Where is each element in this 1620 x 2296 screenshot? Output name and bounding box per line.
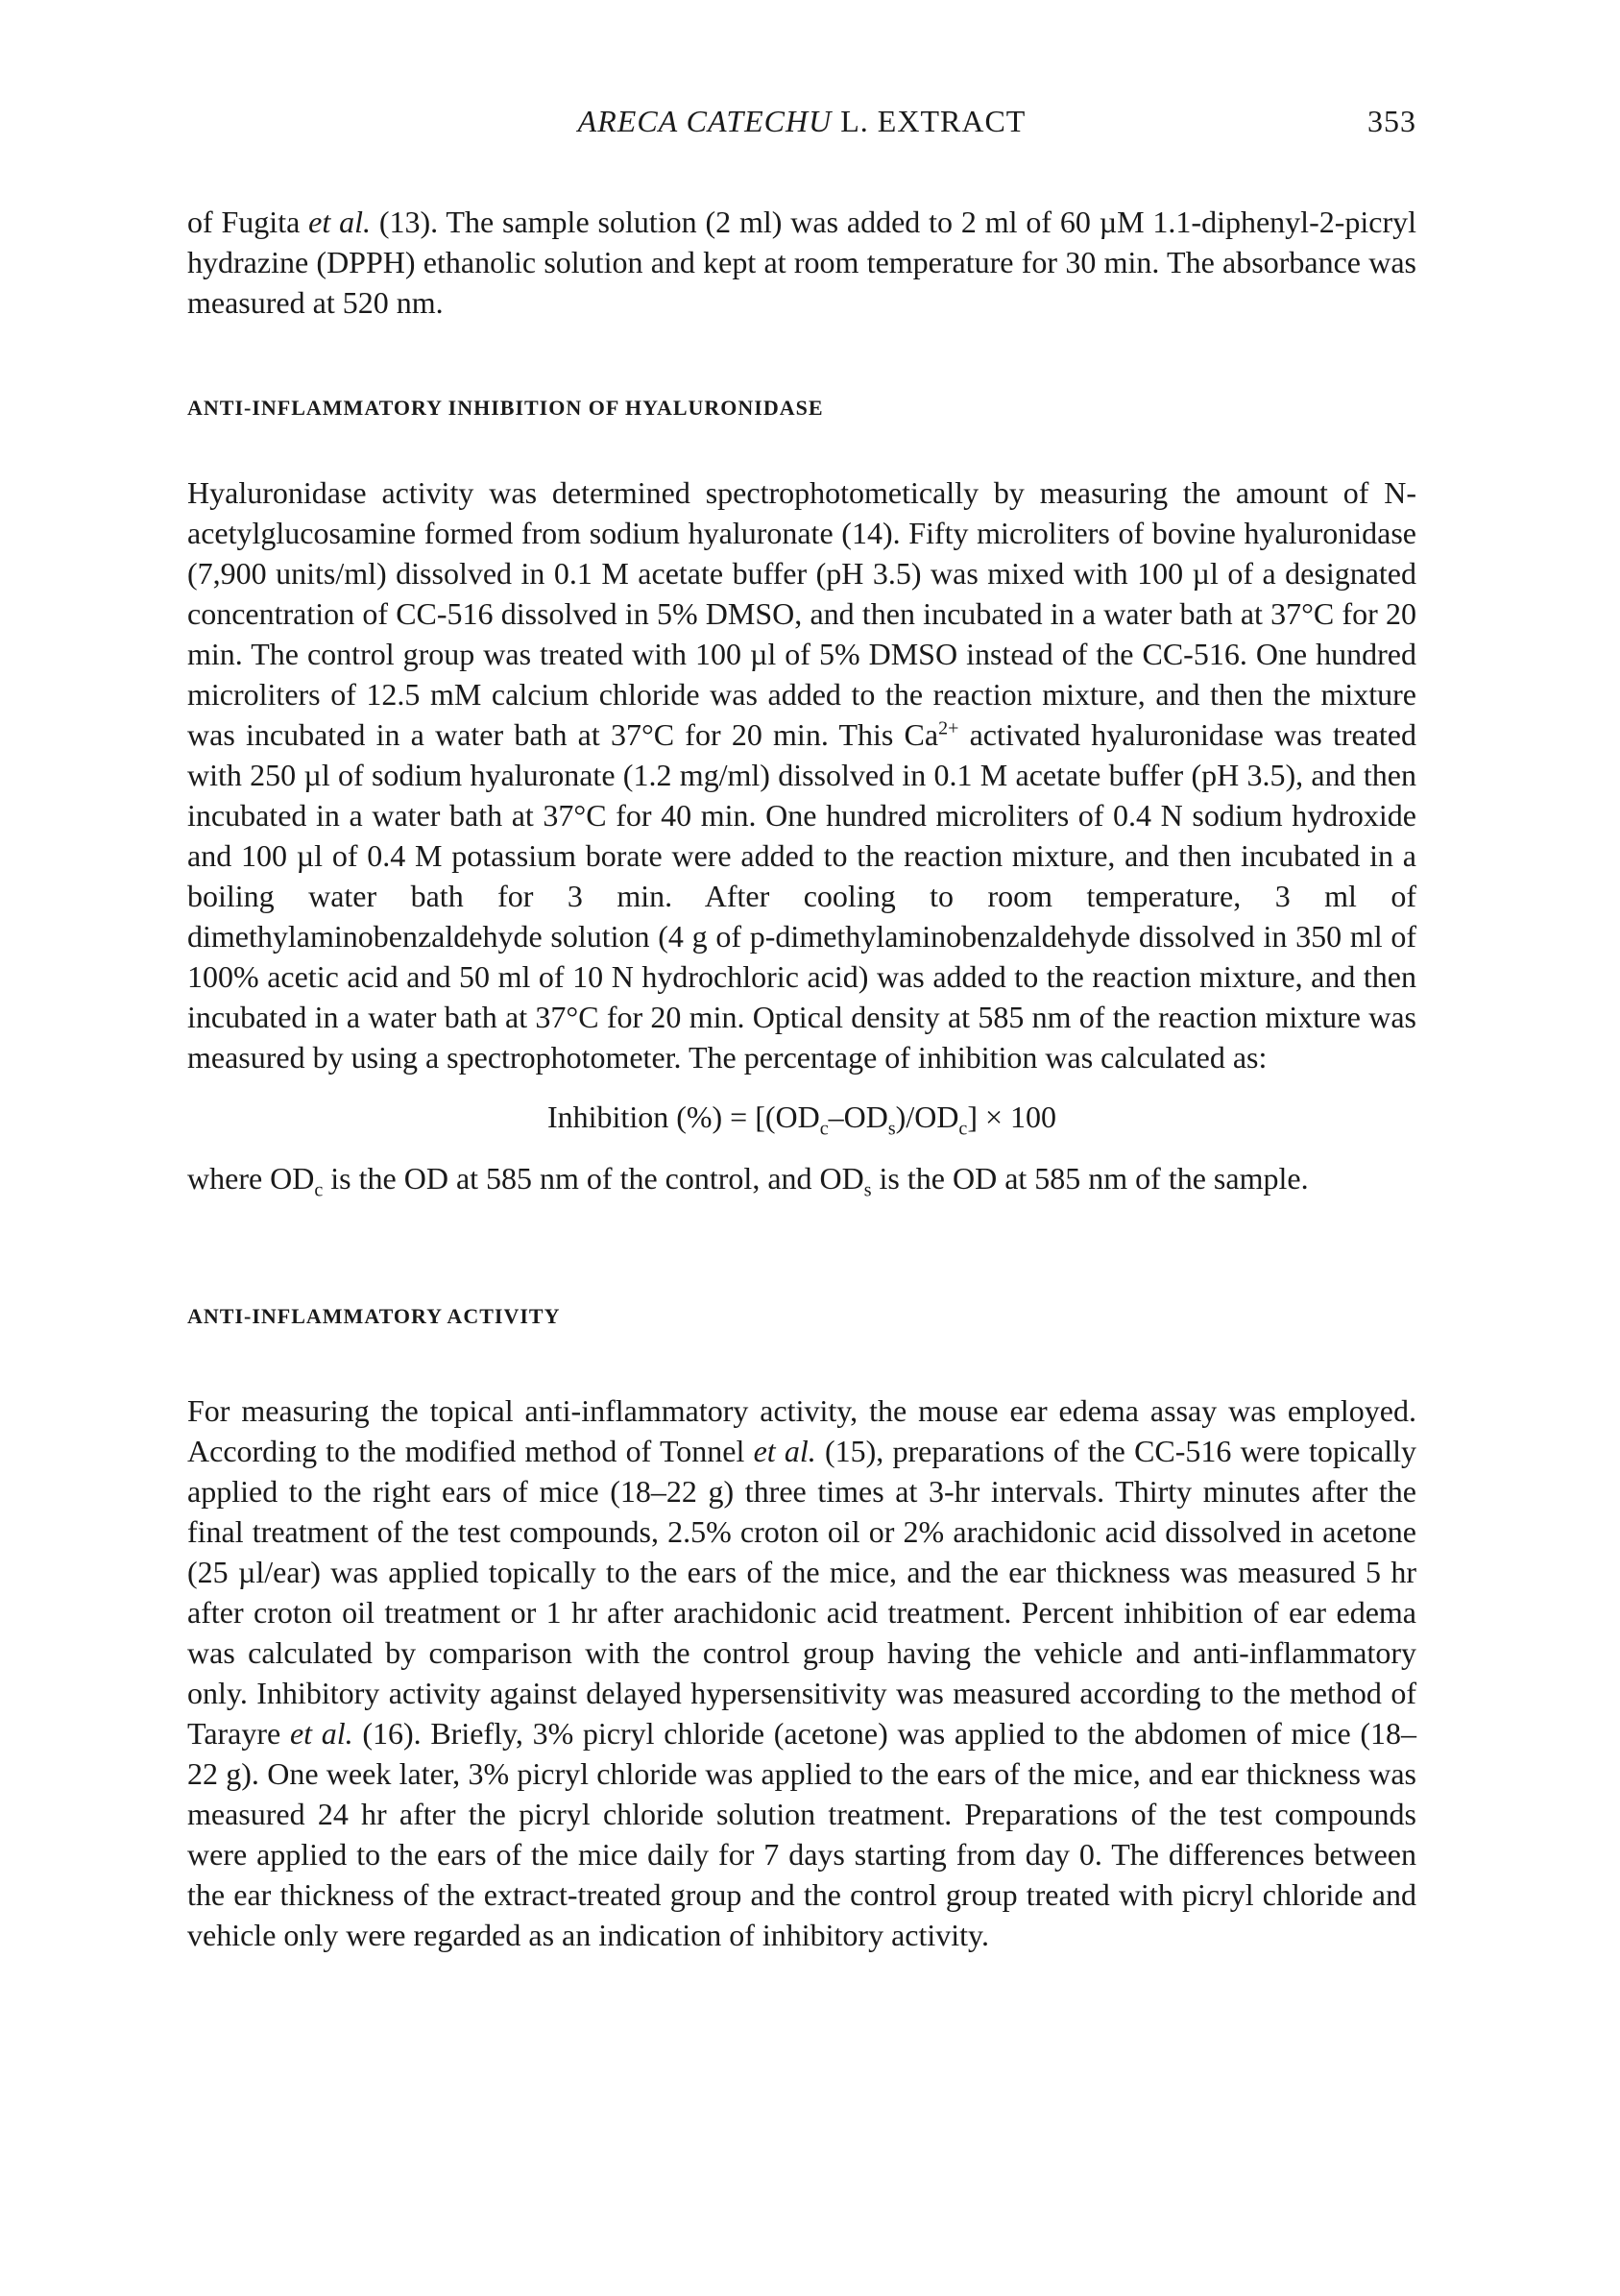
superscript: 2+ — [938, 717, 959, 739]
paragraph-dpph-assay — [187, 202, 1416, 323]
text: (15), preparations of the CC-516 were topically applied to the right ears of mice (18–22 g) three times at 3-hr intervals. Thirty minutes after the final treatment of the test compounds, 2.5% croton oil or 2% arachidonic acid dissolved in acetone (25 µl/ear) was applied topically to the ears of the mice, and the ear thickness was measured 5 hr after croton oil treatment or 1 hr after arachidonic acid treatment. Percent inhibition of ear edema was calculated by comparison with the control group having the vehicle and anti-inflammatory only. Inhibitory activity against delayed hypersensitivity was measured according to the method of Tarayre — [187, 1434, 1417, 1751]
subscript: c — [958, 1118, 968, 1140]
inhibition-equation — [187, 1097, 1416, 1140]
text: For measuring the topical anti-inflammatory activity, the mouse ear edema assay was employed. According to the modified method of Tonnel — [187, 1393, 1416, 1468]
subscript: s — [887, 1118, 896, 1140]
equation-lhs: Inhibition (%) — [546, 1100, 723, 1134]
paragraph-hyaluronidase-method — [187, 472, 1416, 1077]
equation-part: –OD — [828, 1100, 888, 1134]
equation-equals: = — [722, 1100, 756, 1134]
text: (13). The sample solution (2 ml) was added to 2 ml of 60 µM 1.1-diphenyl-2-picryl hydrazine (DPPH) ethanolic solution and kept at room temperature for 30 min. The absorbance was measured at 520 nm. — [187, 205, 1417, 320]
equation-part: )/OD — [895, 1100, 959, 1134]
paragraph-ear-edema-method — [187, 1390, 1416, 1955]
text: is the OD at 585 nm of the control, and OD — [323, 1161, 864, 1196]
running-title-italic: ARECA CATECHU — [577, 104, 833, 138]
subscript: c — [314, 1179, 324, 1201]
text: of Fugita — [187, 205, 309, 239]
text: (16). Briefly, 3% picryl chloride (acetone) was applied to the abdomen of mice (18–22 g). One week later, 3% picryl chloride was applied to the ears of the mice, and ear thickness was measured 24 hr after the picryl chloride solution treatment. Preparations of the test compounds were applied to the ears of the mice daily for 7 days starting from day 0. The differences between the ear thickness of the extract-treated group and the control group treated with picryl chloride and vehicle only were regarded as an indication of inhibitory activity. — [187, 1716, 1417, 1952]
subscript: s — [863, 1179, 872, 1201]
section-heading-anti-inflammatory: ANTI-INFLAMMATORY ACTIVITY — [187, 1304, 561, 1328]
running-title — [187, 104, 1416, 139]
paragraph-where-definition — [187, 1158, 1416, 1201]
text: is the OD at 585 nm of the sample. — [871, 1161, 1309, 1196]
et-al: et al. — [753, 1434, 816, 1468]
paper-page — [187, 96, 1416, 1955]
et-al: et al. — [289, 1716, 353, 1751]
text: activated hyaluronidase was treated with 250 µl of sodium hyaluronate (1.2 mg/ml) dissolved in 0.1 M acetate buffer (pH 3.5), and then incubated in a water bath at 37°C for 40 min. One hundred microliters of 0.4 N sodium hydroxide and 100 µl of 0.4 M potassium borate were added to the reaction mixture, and then incubated in a boiling water bath for 3 min. After cooling to room temperature, 3 ml of dimethylaminobenzaldehyde solution (4 g of p-dimethylaminobenzaldehyde dissolved in 350 ml of 100% acetic acid and 50 ml of 10 N hydrochloric acid) was added to the reaction mixture, and then incubated in a water bath at 37°C for 20 min. Optical density at 585 nm of the reaction mixture was measured by using a spectrophotometer. The percentage of inhibition was calculated as: — [187, 717, 1417, 1075]
page-number: 353 — [1367, 104, 1416, 138]
text: where OD — [187, 1161, 315, 1196]
equation-part: ] × 100 — [967, 1100, 1057, 1134]
running-title-rest: L. EXTRACT — [832, 104, 1027, 138]
text: Hyaluronidase activity was determined spectrophotometically by measuring the amount of N-acetylglucosamine formed from sodium hyaluronate (14). Fifty microliters of bovine hyaluronidase (7,900 units/ml) dissolved in 0.1 M acetate buffer (pH 3.5) was mixed with 100 µl of a designated concentration of CC-516 dissolved in 5% DMSO, and then incubated in a water bath at 37°C for 20 min. The control group was treated with 100 µl of 5% DMSO instead of the CC-516. One hundred microliters of 12.5 mM calcium chloride was added to the reaction mixture, and then the mixture was incubated in a water bath at 37°C for 20 min. This Ca — [187, 475, 1416, 752]
subscript: c — [819, 1118, 829, 1140]
equation-part: [(OD — [755, 1100, 820, 1134]
et-al: et al. — [308, 205, 371, 239]
section-heading-hyaluronidase: ANTI-INFLAMMATORY INHIBITION OF HYALURONIDASE — [187, 396, 824, 420]
running-header — [187, 96, 1416, 154]
